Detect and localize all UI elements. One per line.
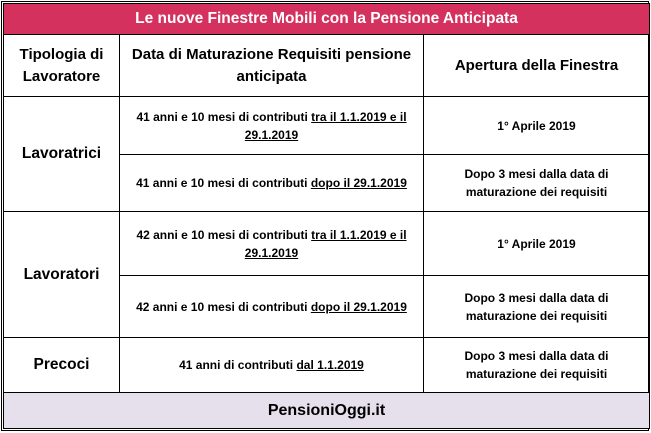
requirement-cell	[120, 155, 424, 212]
requirement-text: 41 anni e 10 mesi di contributi	[136, 176, 311, 190]
requirement-cell	[120, 212, 424, 276]
requirement-date-range: tra il 1.1.2019 e il 29.1.2019	[244, 109, 407, 142]
requirement-date-range: dopo il 29.1.2019	[310, 176, 407, 190]
window-cell: Dopo 3 mesi dalla data di maturazione dei requisiti	[424, 276, 650, 338]
requirement-cell	[120, 338, 424, 393]
footer-site-name: PensioniOggi.it	[4, 393, 650, 429]
requirement-text: 41 anni di contributi	[179, 358, 297, 372]
window-cell: Dopo 3 mesi dalla data di maturazione dei requisiti	[424, 155, 650, 212]
requirement-text: 41 anni e 10 mesi di contributi	[136, 109, 312, 124]
table-frame	[1, 1, 649, 431]
table-title: Le nuove Finestre Mobili con la Pensione Anticipata	[4, 4, 650, 35]
requirement-cell	[120, 97, 424, 155]
window-cell: Dopo 3 mesi dalla data di maturazione dei requisiti	[424, 338, 650, 393]
row-label-lavoratori: Lavoratori	[4, 212, 120, 338]
row-label-lavoratrici: Lavoratrici	[4, 97, 120, 212]
requirement-date-range: tra il 1.1.2019 e il 29.1.2019	[244, 227, 407, 260]
header-window-opening: Apertura della Finestra	[424, 35, 650, 97]
header-maturation-date: Data di Maturazione Requisiti pensione anticipata	[120, 35, 424, 97]
requirement-date-range: dopo il 29.1.2019	[310, 299, 407, 314]
window-cell: 1° Aprile 2019	[424, 97, 650, 155]
pension-windows-table	[3, 3, 650, 429]
requirement-text: 42 anni e 10 mesi di contributi	[136, 299, 311, 314]
row-label-precoci: Precoci	[4, 338, 120, 393]
requirement-text: 42 anni e 10 mesi di contributi	[136, 227, 312, 242]
header-worker-type: Tipologia di Lavoratore	[4, 35, 120, 97]
requirement-cell	[120, 276, 424, 338]
window-cell: 1° Aprile 2019	[424, 212, 650, 276]
requirement-date-range: dal 1.1.2019	[296, 358, 364, 372]
